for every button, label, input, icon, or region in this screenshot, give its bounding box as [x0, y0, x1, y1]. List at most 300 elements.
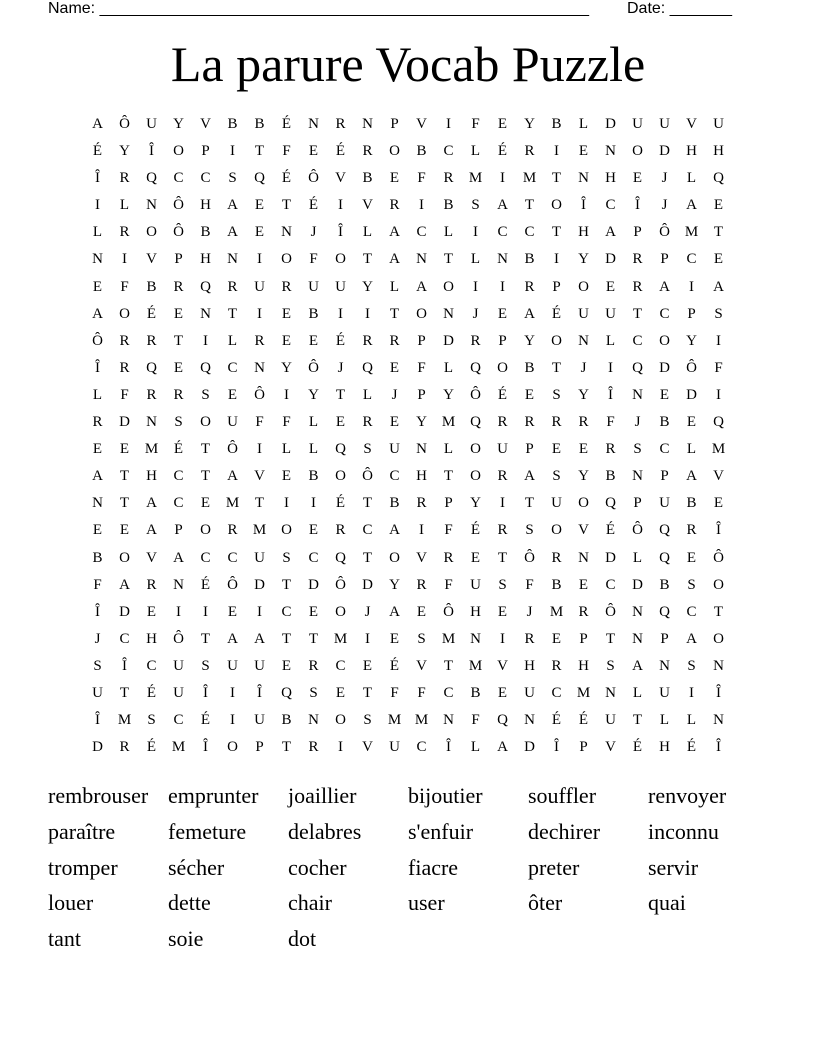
grid-letter: A — [92, 468, 103, 485]
grid-letter: P — [255, 739, 264, 756]
grid-letter: Ô — [92, 332, 103, 349]
grid-letter: Ô — [119, 116, 130, 132]
grid-letter: Î — [122, 657, 127, 674]
grid-letter: É — [686, 739, 697, 756]
grid-letter: J — [661, 197, 668, 214]
grid-letter: T — [254, 143, 265, 160]
grid-letter: Î — [635, 197, 640, 214]
grid-letter: T — [524, 495, 535, 512]
grid-letter: I — [716, 332, 721, 349]
grid-letter: C — [281, 603, 292, 620]
grid-letter: Î — [716, 684, 721, 701]
grid-letter: V — [686, 116, 697, 132]
grid-letter: I — [500, 170, 505, 187]
grid-letter: É — [497, 386, 508, 403]
grid-letter: P — [201, 143, 210, 160]
grid-letter: L — [443, 359, 454, 376]
grid-letter: I — [419, 522, 424, 539]
grid-letter: U — [227, 414, 238, 431]
grid-letter: E — [227, 386, 238, 403]
word-bank-item: dot — [288, 926, 317, 952]
grid-letter: O — [416, 305, 427, 322]
grid-letter: S — [228, 170, 237, 187]
letter-grid — [84, 114, 732, 762]
grid-letter: O — [470, 468, 481, 485]
grid-letter: T — [254, 495, 265, 512]
grid-letter: P — [174, 522, 183, 539]
grid-letter: T — [308, 630, 319, 647]
grid-letter: T — [389, 305, 400, 322]
word-bank-item: soie — [168, 926, 204, 952]
grid-letter: A — [605, 224, 616, 241]
grid-letter: B — [389, 495, 400, 512]
grid-letter: B — [551, 116, 562, 132]
grid-letter: E — [632, 170, 643, 187]
grid-letter: É — [308, 197, 319, 214]
grid-letter: S — [498, 576, 507, 593]
grid-letter: E — [281, 468, 292, 485]
grid-letter: F — [417, 684, 426, 701]
grid-letter: R — [443, 549, 454, 566]
grid-letter: V — [416, 549, 427, 566]
grid-letter: M — [252, 522, 267, 539]
name-line: Name: _______________________________________________________ — [48, 0, 589, 17]
grid-letter: S — [687, 576, 696, 593]
grid-letter: J — [634, 414, 641, 431]
grid-letter: I — [230, 684, 235, 701]
grid-letter: R — [497, 468, 508, 485]
grid-letter: M — [171, 739, 186, 756]
grid-letter: E — [497, 684, 508, 701]
grid-letter: U — [173, 657, 184, 674]
grid-letter: D — [605, 116, 616, 132]
grid-letter: T — [200, 441, 211, 458]
grid-letter: O — [551, 197, 562, 214]
grid-letter: B — [659, 414, 670, 431]
grid-letter: U — [389, 739, 400, 756]
grid-letter: É — [335, 495, 346, 512]
grid-letter: Ô — [308, 359, 319, 376]
grid-letter: M — [468, 170, 483, 187]
word-bank-item: dechirer — [528, 818, 601, 844]
grid-letter: E — [281, 657, 292, 674]
grid-letter: N — [416, 441, 427, 458]
grid-letter: N — [713, 657, 724, 674]
grid-letter: E — [416, 603, 427, 620]
grid-letter: N — [416, 251, 427, 268]
grid-letter: E — [146, 603, 157, 620]
grid-letter: V — [416, 116, 427, 132]
grid-letter: I — [203, 603, 208, 620]
grid-letter: R — [632, 278, 643, 295]
grid-letter: I — [257, 603, 262, 620]
grid-letter: R — [173, 386, 184, 403]
grid-letter: R — [470, 332, 481, 349]
grid-letter: H — [578, 224, 589, 241]
grid-letter: L — [578, 116, 589, 132]
grid-letter: T — [551, 170, 562, 187]
grid-letter: Î — [608, 386, 613, 403]
grid-letter: L — [362, 224, 373, 241]
grid-letter: A — [389, 251, 400, 268]
grid-letter: N — [632, 386, 643, 403]
grid-letter: N — [524, 712, 535, 729]
grid-letter: T — [632, 305, 643, 322]
grid-letter: T — [362, 549, 373, 566]
puzzle-title: La parure Vocab Puzzle — [170, 36, 646, 92]
grid-letter: I — [230, 143, 235, 160]
grid-letter: S — [687, 657, 696, 674]
grid-letter: Q — [146, 359, 157, 376]
grid-letter: C — [443, 143, 454, 160]
grid-letter: L — [659, 712, 670, 729]
grid-letter: E — [578, 143, 589, 160]
grid-letter: O — [281, 251, 292, 268]
grid-letter: É — [578, 712, 589, 729]
grid-letter: H — [146, 630, 157, 647]
grid-letter: M — [414, 712, 429, 729]
grid-letter: N — [659, 657, 670, 674]
grid-letter: N — [632, 630, 643, 647]
grid-letter: A — [632, 657, 643, 674]
grid-letter: S — [147, 712, 156, 729]
grid-letter: O — [713, 576, 724, 593]
grid-letter: E — [389, 414, 400, 431]
grid-letter: J — [391, 386, 398, 403]
grid-letter: N — [227, 251, 238, 268]
grid-letter: A — [389, 224, 400, 241]
word-bank-item: delabres — [288, 818, 362, 844]
grid-letter: H — [659, 739, 670, 756]
grid-letter: O — [200, 522, 211, 539]
word-bank-item: bijoutier — [408, 783, 483, 808]
word-bank-item: tant — [48, 926, 81, 952]
grid-letter: R — [119, 332, 130, 349]
grid-letter: D — [119, 603, 130, 620]
grid-letter: T — [227, 305, 238, 322]
grid-letter: I — [95, 197, 100, 214]
grid-letter: I — [257, 305, 262, 322]
grid-letter: J — [472, 305, 479, 322]
grid-letter: R — [119, 739, 130, 756]
grid-letter: I — [473, 224, 478, 241]
grid-letter: U — [713, 116, 724, 132]
grid-letter: F — [309, 251, 318, 268]
grid-letter: Ô — [227, 441, 238, 458]
grid-letter: E — [92, 278, 103, 295]
grid-letter: E — [308, 332, 319, 349]
grid-letter: Ô — [173, 224, 184, 241]
grid-letter: E — [497, 305, 508, 322]
grid-letter: U — [578, 305, 589, 322]
grid-letter: R — [119, 359, 130, 376]
grid-letter: S — [309, 684, 318, 701]
grid-letter: D — [443, 332, 454, 349]
grid-letter: P — [579, 739, 588, 756]
grid-letter: A — [227, 224, 238, 241]
grid-letter: A — [92, 305, 103, 322]
grid-letter: I — [284, 495, 289, 512]
grid-letter: I — [257, 441, 262, 458]
grid-letter: D — [308, 576, 319, 593]
grid-letter: O — [173, 143, 184, 160]
grid-letter: S — [471, 197, 480, 214]
grid-letter: L — [308, 414, 319, 431]
grid-letter: C — [524, 224, 535, 241]
word-bank-item: emprunter — [168, 783, 259, 808]
grid-letter: O — [389, 549, 400, 566]
grid-letter: L — [686, 712, 697, 729]
grid-letter: Y — [308, 386, 319, 403]
word-bank-item: quai — [648, 890, 686, 916]
grid-letter: É — [146, 684, 157, 701]
grid-letter: R — [227, 278, 238, 295]
grid-letter: E — [389, 630, 400, 647]
grid-letter: J — [337, 359, 344, 376]
grid-letter: R — [362, 143, 373, 160]
grid-letter: T — [713, 224, 724, 241]
grid-letter: Ô — [173, 630, 184, 647]
grid-letter: I — [230, 712, 235, 729]
grid-letter: É — [200, 576, 211, 593]
grid-letter: I — [257, 251, 262, 268]
grid-letter: I — [122, 251, 127, 268]
grid-letter: F — [120, 386, 129, 403]
grid-letter: Y — [416, 414, 427, 431]
grid-letter: R — [524, 143, 535, 160]
grid-letter: N — [443, 305, 454, 322]
grid-letter: A — [524, 468, 535, 485]
grid-letter: E — [308, 603, 319, 620]
grid-letter: É — [200, 712, 211, 729]
word-bank-item: rembrouser — [48, 783, 149, 808]
grid-letter: É — [281, 170, 292, 187]
grid-letter: C — [308, 549, 319, 566]
grid-letter: R — [308, 657, 319, 674]
grid-letter: É — [146, 739, 157, 756]
grid-letter: F — [417, 170, 426, 187]
grid-letter: N — [281, 224, 292, 241]
grid-letter: E — [713, 495, 724, 512]
word-bank-item: servir — [648, 854, 699, 880]
grid-letter: B — [227, 116, 238, 132]
grid-letter: F — [120, 278, 129, 295]
grid-letter: Y — [443, 386, 454, 403]
grid-letter: E — [686, 549, 697, 566]
grid-letter: O — [470, 441, 481, 458]
grid-letter: N — [92, 495, 103, 512]
grid-letter: I — [311, 495, 316, 512]
grid-letter: M — [711, 441, 726, 458]
grid-letter: A — [497, 739, 508, 756]
grid-letter: B — [281, 712, 292, 729]
grid-letter: M — [225, 495, 240, 512]
grid-letter: U — [659, 684, 670, 701]
grid-letter: J — [364, 603, 371, 620]
grid-letter: P — [525, 441, 534, 458]
grid-letter: O — [119, 305, 130, 322]
grid-letter: N — [443, 712, 454, 729]
grid-letter: J — [580, 359, 587, 376]
grid-letter: D — [524, 739, 535, 756]
word-bank-item: ôter — [528, 890, 563, 916]
grid-letter: E — [119, 522, 130, 539]
word-bank — [48, 782, 768, 961]
grid-letter: F — [255, 414, 264, 431]
grid-letter: Î — [554, 739, 559, 756]
grid-letter: R — [146, 576, 157, 593]
grid-letter: C — [632, 332, 643, 349]
grid-letter: A — [497, 197, 508, 214]
grid-letter: E — [605, 278, 616, 295]
grid-letter: C — [443, 684, 454, 701]
grid-letter: V — [362, 197, 373, 214]
grid-letter: A — [389, 522, 400, 539]
grid-letter: U — [92, 684, 103, 701]
grid-letter: C — [335, 657, 346, 674]
grid-letter: P — [498, 332, 507, 349]
grid-letter: I — [554, 251, 559, 268]
grid-letter: N — [173, 576, 184, 593]
grid-letter: O — [200, 414, 211, 431]
grid-letter: S — [714, 305, 723, 322]
grid-letter: N — [497, 251, 508, 268]
grid-letter: N — [632, 603, 643, 620]
word-bank-item: fiacre — [408, 854, 459, 880]
grid-letter: L — [119, 197, 130, 214]
grid-letter: U — [335, 278, 346, 295]
grid-letter: Y — [524, 332, 535, 349]
grid-letter: M — [387, 712, 402, 729]
grid-letter: Q — [497, 712, 508, 729]
grid-letter: Y — [470, 495, 481, 512]
grid-letter: D — [659, 143, 670, 160]
grid-letter: U — [605, 305, 616, 322]
grid-letter: D — [605, 251, 616, 268]
grid-letter: P — [633, 224, 642, 241]
grid-letter: Q — [605, 495, 616, 512]
word-bank-item: inconnu — [648, 818, 719, 844]
grid-letter: B — [146, 278, 157, 295]
grid-letter: H — [416, 468, 427, 485]
grid-letter: I — [338, 305, 343, 322]
grid-letter: Y — [389, 576, 400, 593]
grid-letter: R — [551, 657, 562, 674]
grid-letter: Î — [203, 684, 208, 701]
grid-letter: Q — [200, 278, 211, 295]
grid-letter: N — [605, 143, 616, 160]
grid-letter: T — [281, 739, 292, 756]
grid-letter: U — [632, 116, 643, 132]
grid-letter: Q — [713, 170, 724, 187]
grid-letter: Y — [173, 116, 184, 132]
grid-letter: D — [119, 414, 130, 431]
grid-letter: Ô — [335, 576, 346, 593]
grid-letter: Q — [713, 414, 724, 431]
grid-letter: E — [389, 170, 400, 187]
grid-letter: T — [362, 251, 373, 268]
grid-letter: C — [686, 603, 697, 620]
grid-letter: A — [119, 576, 130, 593]
grid-letter: S — [93, 657, 102, 674]
grid-letter: O — [335, 712, 346, 729]
grid-letter: E — [281, 332, 292, 349]
grid-letter: E — [524, 386, 535, 403]
grid-letter: T — [632, 712, 643, 729]
grid-letter: R — [146, 332, 157, 349]
grid-letter: D — [632, 576, 643, 593]
grid-letter: A — [686, 630, 697, 647]
grid-letter: S — [606, 657, 615, 674]
grid-letter: R — [551, 414, 562, 431]
grid-letter: D — [659, 359, 670, 376]
grid-letter: R — [173, 278, 184, 295]
grid-letter: I — [500, 278, 505, 295]
grid-letter: M — [117, 712, 132, 729]
grid-letter: V — [146, 251, 157, 268]
grid-letter: N — [632, 468, 643, 485]
grid-letter: P — [633, 495, 642, 512]
grid-letter: F — [525, 576, 534, 593]
grid-letter: R — [281, 278, 292, 295]
grid-letter: J — [94, 630, 101, 647]
grid-letter: H — [470, 603, 481, 620]
grid-letter: A — [146, 495, 157, 512]
grid-letter: R — [524, 630, 535, 647]
grid-letter: É — [605, 522, 616, 539]
grid-letter: I — [500, 630, 505, 647]
grid-letter: É — [173, 441, 184, 458]
grid-letter: T — [281, 197, 292, 214]
grid-letter: T — [281, 630, 292, 647]
grid-letter: E — [308, 522, 319, 539]
grid-letter: L — [92, 224, 103, 241]
grid-letter: Q — [335, 549, 346, 566]
grid-letter: Ô — [362, 468, 373, 485]
grid-letter: O — [551, 522, 562, 539]
grid-letter: F — [444, 522, 453, 539]
grid-letter: T — [200, 630, 211, 647]
grid-letter: L — [227, 332, 238, 349]
grid-letter: T — [443, 251, 454, 268]
grid-letter: Ô — [686, 359, 697, 376]
grid-letter: O — [551, 332, 562, 349]
grid-letter: Y — [362, 278, 373, 295]
grid-letter: H — [146, 468, 157, 485]
grid-letter: I — [176, 603, 181, 620]
grid-letter: R — [119, 224, 130, 241]
grid-letter: B — [362, 170, 373, 187]
grid-letter: N — [308, 116, 319, 132]
grid-letter: C — [227, 359, 238, 376]
grid-letter: N — [146, 414, 157, 431]
grid-letter: E — [362, 657, 373, 674]
grid-letter: Q — [659, 549, 670, 566]
grid-letter: N — [713, 712, 724, 729]
grid-letter: S — [174, 414, 183, 431]
grid-letter: B — [659, 576, 670, 593]
grid-letter: J — [310, 224, 317, 241]
grid-letter: T — [524, 197, 535, 214]
grid-letter: H — [200, 197, 211, 214]
grid-letter: V — [713, 468, 724, 485]
grid-letter: T — [335, 386, 346, 403]
grid-letter: O — [578, 495, 589, 512]
grid-letter: I — [365, 630, 370, 647]
grid-letter: Q — [470, 414, 481, 431]
grid-letter: Î — [338, 224, 343, 241]
grid-letter: M — [441, 630, 456, 647]
